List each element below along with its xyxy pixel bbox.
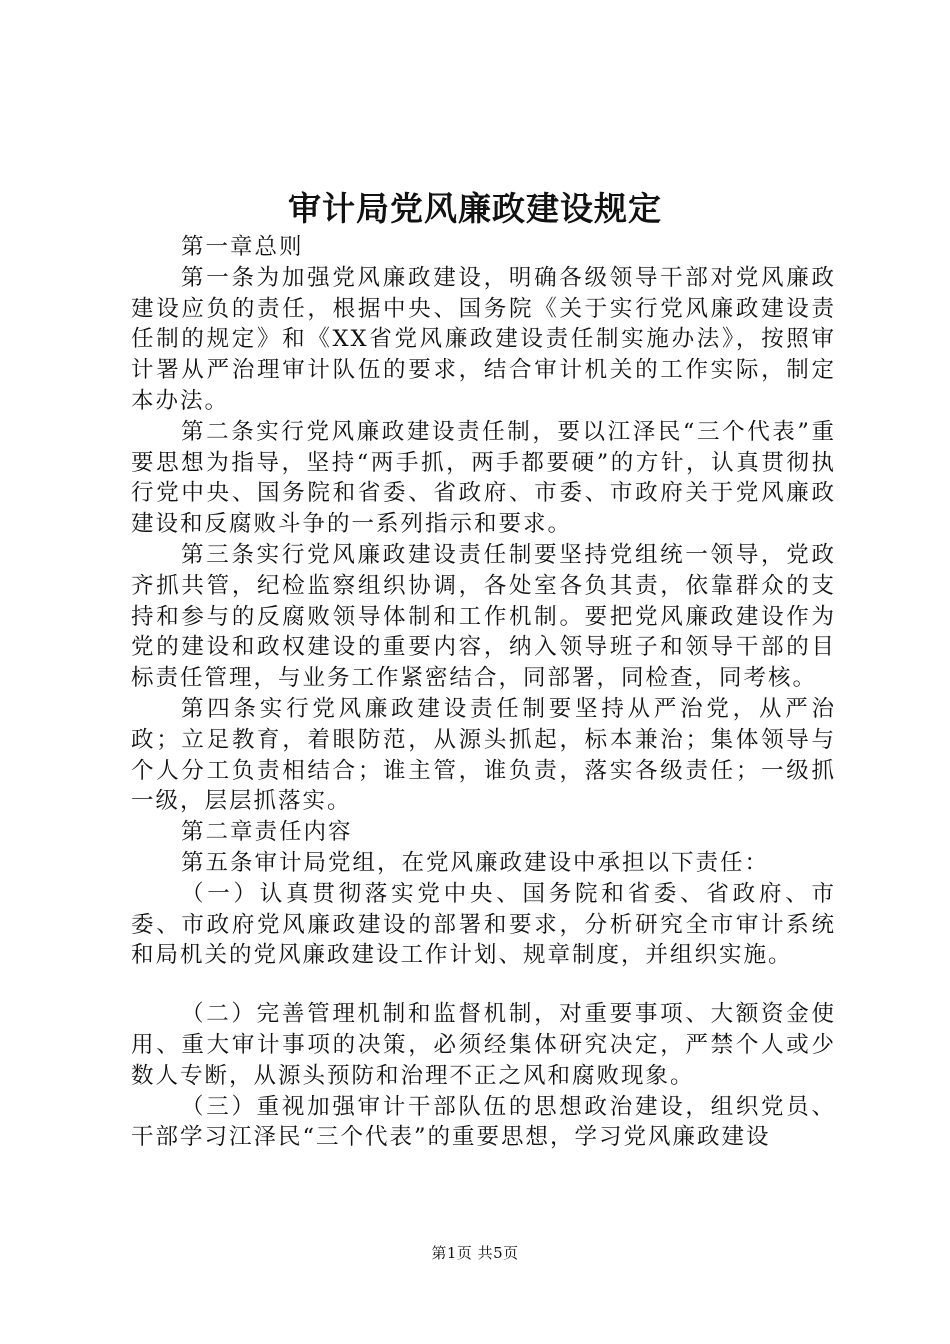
document-body: [131, 232, 836, 1153]
article-4: 第四条实行党风廉政建设责任制要坚持从严治党，从严治政；立足教育，着眼防范，从源头抓起，标本兼治；集体领导与个人分工负责相结合；谁主管，谁负责，落实各级责任；一级抓一级，层层抓落实。: [131, 695, 836, 815]
chapter-heading-1: 第一章总则: [181, 234, 304, 260]
article-2: 第二条实行党风廉政建设责任制，要以江泽民“三个代表”重要思想为指导，坚持“两手抓，两手都要硬”的方针，认真贯彻执行党中央、国务院和省委、省政府、市委、市政府关于党风廉政建设和反腐败斗争的一系列指示和要求。: [131, 418, 836, 538]
page-footer: 第1页 共5页: [431, 1244, 519, 1262]
document-title: 审计局党风廉政建设规定: [288, 189, 662, 228]
paragraph-gap: [131, 971, 836, 999]
article-3: 第三条实行党风廉政建设责任制要坚持党组统一领导，党政齐抓共管，纪检监察组织协调，各处室各负其责，依靠群众的支持和参与的反腐败领导体制和工作机制。要把党风廉政建设作为党的建设和政权建设的重要内容，纳入领导班子和领导干部的目标责任管理，与业务工作紧密结合，同部署，同检查，同考核。: [131, 541, 836, 692]
chapter-heading-2: 第二章责任内容: [181, 819, 353, 846]
article-5: 第五条审计局党组，在党风廉政建设中承担以下责任：: [181, 849, 770, 876]
article-5-item-2: （二）完善管理机制和监督机制，对重要事项、大额资金使用、重大审计事项的决策，必须经集体研究决定，严禁个人或少数人专断，从源头预防和治理不正之风和腐败现象。: [131, 1001, 836, 1089]
article-1: 第一条为加强党风廉政建设，明确各级领导干部对党风廉政建设应负的责任，根据中央、国务院《关于实行党风廉政建设责任制的规定》和《XX省党风廉政建设责任制实施办法》，按照审计署从严治理审计队伍的要求，结合审计机关的工作实际，制定本办法。: [131, 264, 836, 414]
article-5-item-3: （三）重视加强审计干部队伍的思想政治建设，组织党员、干部学习江泽民“三个代表”的重要思想，学习党风廉政建设: [131, 1093, 836, 1151]
article-5-item-1: （一）认真贯彻落实党中央、国务院和省委、省政府、市委、市政府党风廉政建设的部署和要求，分析研究全市审计系统和局机关的党风廉政建设工作计划、规章制度，并组织实施。: [131, 880, 836, 969]
